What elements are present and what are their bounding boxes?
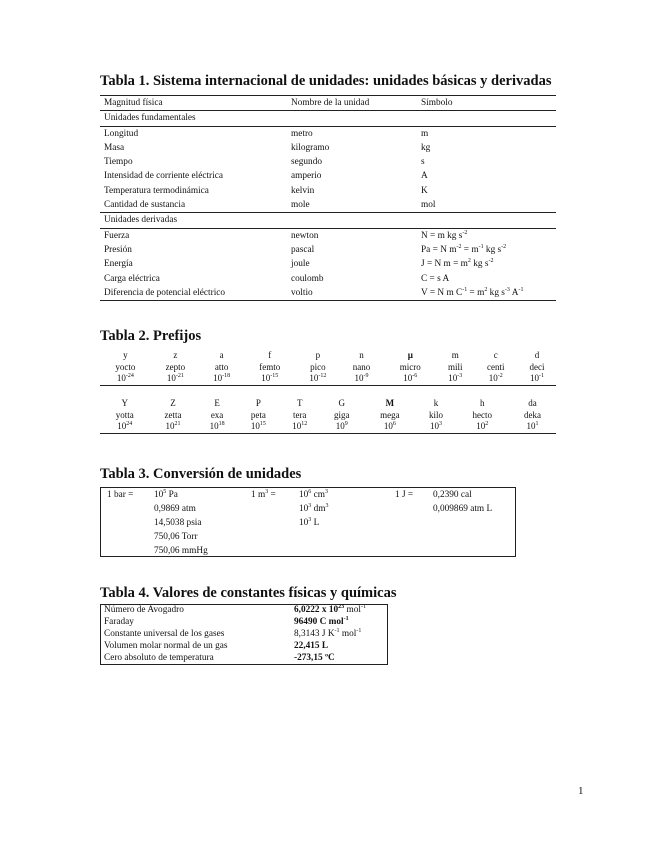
prefix-name: pico (310, 361, 326, 372)
prefix-exponent: $10^{15}$ (238, 421, 279, 433)
cell: Fuerza (100, 228, 291, 243)
table-row (100, 228, 556, 243)
cell: Energía (104, 259, 133, 270)
cell: Carga eléctrica (104, 273, 160, 284)
header-cell: Magnitud física (100, 96, 291, 111)
table-row (100, 169, 556, 183)
table-row (100, 198, 556, 213)
prefix-name: centi (487, 361, 505, 372)
prefix-exponent: $10^{24}$ (100, 421, 150, 433)
prefix-table-large (100, 398, 556, 434)
prefix-exponent: $10^{-15}$ (243, 373, 296, 385)
prefix-name: giga (333, 409, 350, 420)
prefix-symbol: Z (170, 398, 176, 408)
cell: Diferencia de potencial eléctrico (100, 286, 291, 301)
cell: Longitud (100, 126, 291, 141)
symbol-cell: C = s A (421, 273, 450, 284)
cell: mol (421, 200, 436, 211)
prefix-exponent: $10^{-2}$ (474, 373, 518, 385)
prefix-symbols-row (100, 350, 556, 362)
constant-name: Volumen molar normal de un gas (104, 641, 228, 651)
prefix-exponents-row (100, 373, 556, 385)
cell: kilogramo (291, 142, 330, 153)
cell: amperio (291, 171, 322, 182)
section-row (100, 111, 556, 126)
prefix-exponent: $10^{-18}$ (200, 373, 243, 385)
cell: Temperatura termodinámica (104, 185, 209, 196)
cell: Cantidad de sustancia (104, 200, 186, 211)
table-header-row (100, 96, 556, 111)
constant-name: Faraday (104, 617, 134, 627)
conv-value: $10^3$ $dm^3$ (299, 503, 329, 514)
cell: segundo (291, 157, 322, 168)
units-table (100, 95, 556, 301)
cell: coulomb (291, 273, 324, 284)
cell: joule (291, 259, 310, 270)
prefix-name: peta (250, 409, 266, 420)
tabla3-title: Tabla 3. Conversión de unidades (100, 466, 302, 482)
symbol-cell: N = m kg $s^{-2}$ (421, 228, 556, 243)
prefix-symbol: m (451, 350, 459, 360)
section-label: Unidades derivadas (100, 213, 556, 228)
prefix-exponents-row (100, 421, 556, 433)
prefix-exponent: $10^2$ (455, 421, 509, 433)
prefix-name: mega (380, 409, 400, 420)
table-row (100, 155, 556, 169)
prefix-name: kilo (429, 409, 444, 420)
constant-value: 6,0222 x $10^{23}$ mol$^{-1}$ (294, 604, 366, 615)
constants-box (100, 604, 388, 665)
prefix-symbol: p (315, 350, 321, 360)
prefix-name: deci (529, 361, 545, 372)
prefix-symbol: y (123, 350, 128, 360)
prefix-exponent: $10^{12}$ (279, 421, 320, 433)
prefix-exponent: $10^{-12}$ (296, 373, 339, 385)
cell: A (421, 171, 428, 182)
prefix-symbol: Y (121, 398, 129, 408)
prefix-symbol: d (534, 350, 540, 360)
prefix-names-row (100, 362, 556, 374)
conv-value: $10^5$ Pa (154, 489, 178, 500)
prefix-symbol: M (385, 398, 395, 408)
cell: Intensidad de corriente eléctrica (104, 171, 223, 182)
table-row (100, 243, 556, 257)
prefix-exponent: $10^{-6}$ (384, 373, 437, 385)
prefix-names-row (100, 410, 556, 422)
constant-value: 96490 C mol$^{-1}$ (294, 616, 349, 627)
prefix-exponent: $10^1$ (509, 421, 556, 433)
header-cell: Símbolo (421, 96, 556, 111)
cell: kelvin (291, 185, 315, 196)
prefix-symbol: E (214, 398, 220, 408)
prefix-name: hecto (472, 409, 492, 420)
cell: newton (291, 228, 421, 243)
table-row (100, 272, 556, 286)
prefix-name: deka (524, 409, 542, 420)
j-label: 1 J = (395, 490, 414, 500)
cell: K (421, 185, 428, 196)
cell: kg (421, 142, 431, 153)
bar-label: 1 bar = (107, 490, 134, 500)
prefix-name: yotta (115, 409, 134, 420)
prefix-exponent: $10^{-1}$ (518, 373, 556, 385)
table-row (100, 126, 556, 141)
prefix-table-small (100, 350, 556, 386)
constant-name: Número de Avogadro (104, 605, 184, 615)
prefix-symbol: da (528, 398, 537, 408)
prefix-symbol: z (173, 350, 178, 360)
prefix-exponent: $10^{-9}$ (339, 373, 383, 385)
prefix-symbol: P (255, 398, 261, 408)
m3-label: 1 $m^3$ = (251, 489, 276, 500)
prefix-exponent: $10^{18}$ (196, 421, 237, 433)
prefix-symbol: µ (407, 350, 413, 360)
prefix-name: yocto (115, 361, 136, 372)
prefix-name: mili (448, 361, 463, 372)
header-cell: Nombre de la unidad (291, 96, 421, 111)
prefix-symbol: k (433, 398, 439, 408)
cell: metro (291, 126, 421, 141)
prefix-name: tera (292, 409, 307, 420)
prefix-symbol: G (338, 398, 345, 408)
symbol-cell: Pa = N $m^{-2} = m^{-1}$ kg $s^{-2}$ (421, 243, 507, 255)
constant-name: Cero absoluto de temperatura (104, 653, 214, 663)
conv-value: $10^3$ L (299, 517, 320, 528)
table-row (100, 257, 556, 271)
prefix-symbols-row (100, 398, 556, 410)
symbol-cell: J = N $m = m^2$ kg $s^{-2}$ (421, 258, 494, 270)
section-row (100, 213, 556, 228)
conv-value: 0,9869 atm (154, 504, 196, 514)
constant-value: -273,15 ºC (294, 653, 335, 663)
tabla1-title: Tabla 1. Sistema internacional de unidades: unidades básicas y derivadas (100, 73, 552, 89)
cell: Masa (104, 142, 125, 153)
prefix-exponent: $10^9$ (320, 421, 363, 433)
prefix-exponent: $10^{-21}$ (151, 373, 200, 385)
prefix-name: zetta (164, 409, 182, 420)
cell: Tiempo (104, 157, 133, 168)
conversion-box (100, 487, 516, 557)
table-row (100, 286, 556, 301)
cell: mole (291, 200, 310, 211)
conv-value: 0,009869 atm L (433, 504, 493, 514)
prefix-exponent: $10^{-24}$ (100, 373, 151, 385)
prefix-exponent: $10^6$ (363, 421, 417, 433)
prefix-symbol: n (359, 350, 364, 360)
conv-value: 0,2390 cal (433, 490, 472, 500)
constant-name: Constante universal de los gases (104, 629, 225, 639)
prefix-exponent: $10^3$ (417, 421, 456, 433)
prefix-symbol: T (296, 398, 303, 408)
prefix-symbol: a (219, 350, 224, 360)
prefix-name: zepto (165, 361, 186, 372)
conv-value: $10^6$ $cm^3$ (299, 489, 328, 500)
prefix-exponent: $10^{-3}$ (437, 373, 474, 385)
conv-value: 750,06 mmHg (154, 546, 208, 556)
cell: Presión (104, 244, 132, 255)
prefix-name: exa (210, 409, 224, 420)
section-label: Unidades fundamentales (100, 111, 556, 126)
prefix-name: femto (259, 361, 281, 372)
prefix-symbol: c (493, 350, 498, 360)
table-row (100, 141, 556, 155)
prefix-symbol: h (479, 398, 485, 408)
page-number: 1 (578, 785, 584, 797)
prefix-symbol: f (268, 350, 272, 360)
conv-value: 750,06 Torr (154, 532, 198, 542)
symbol-cell: V = N m $C^{-1} = m^2$ kg $s^{-3}$ $A^{-1}$ (421, 286, 556, 301)
conv-value: 14,5038 psia (154, 518, 202, 528)
cell: pascal (291, 244, 315, 255)
prefix-name: nano (352, 361, 371, 372)
constant-value: 22,415 L (294, 641, 329, 651)
prefix-name: micro (399, 361, 421, 372)
prefix-exponent: $10^{21}$ (150, 421, 197, 433)
tabla2-title: Tabla 2. Prefijos (100, 328, 202, 344)
cell: s (421, 157, 425, 168)
table-row (100, 184, 556, 198)
cell: voltio (291, 286, 421, 301)
constant-value: 8,3143 J $K^{-1}$ mol$^{-1}$ (294, 628, 362, 639)
tabla4-title: Tabla 4. Valores de constantes físicas y químicas (100, 585, 397, 601)
prefix-name: atto (214, 361, 229, 372)
cell: m (421, 126, 556, 141)
